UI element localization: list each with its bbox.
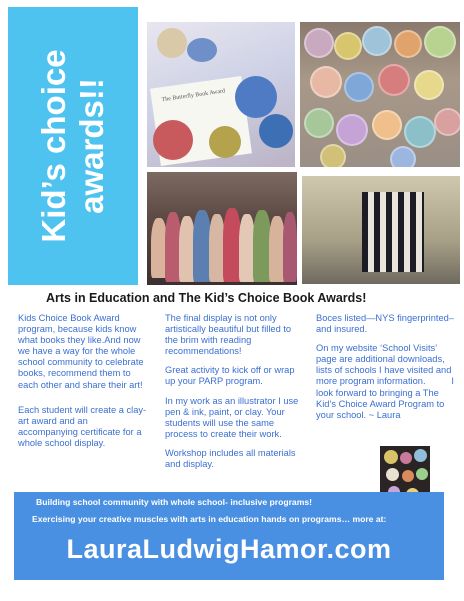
section-heading: Arts in Education and The Kid’s Choice Book Awards!	[46, 291, 367, 305]
paragraph: Workshop includes all materials and display.	[165, 447, 296, 470]
paragraph: Kids Choice Book Award program, because kids know what books they like.And now we have a way for the whole school community to celebrate books, recommend them to each other and share their art!	[18, 313, 144, 390]
title-panel	[8, 7, 138, 285]
banner-subline: Exercising your creative muscles with arts in education hands on programs… more at:	[32, 514, 387, 524]
award-display-wall-photo	[300, 22, 460, 167]
left-text-column	[18, 313, 149, 457]
students-group-photo	[147, 172, 297, 285]
certificate-caption: The Butterfly Book Award	[161, 88, 226, 104]
paragraph: Boces listed—NYS fingerprinted– and insured.	[316, 313, 454, 335]
page-title: Kid’s choice awards!!	[35, 49, 110, 243]
classroom-display-photo	[302, 176, 460, 284]
right-text-column	[316, 313, 457, 429]
paragraph: Great activity to kick off or wrap up your PARP program.	[165, 365, 295, 387]
banner-tagline: Building school community with whole school- inclusive programs!	[36, 497, 312, 507]
middle-text-column	[165, 313, 305, 478]
paragraph: On my website ‘School Visits’ page are additional downloads, lists of schools I have visited and more program information. I look forward to bringing a The Kid’s Choice Award Program to your school. ~ Laura	[316, 343, 457, 420]
website-link[interactable]: LauraLudwigHamor.com	[66, 534, 392, 564]
paragraph: Each student will create a clay-art award and an accompanying certificate for a whole school display.	[18, 404, 147, 448]
paragraph: The final display is not only artistically beautiful but filled to the brim with reading recommendations!	[165, 313, 292, 357]
paragraph: In my work as an illustrator I use pen & ink, paint, or clay. Your students will use the same process to create their work.	[165, 395, 299, 439]
display-stand	[362, 192, 424, 272]
clay-awards-photo	[147, 22, 295, 167]
footer-banner	[14, 492, 444, 580]
